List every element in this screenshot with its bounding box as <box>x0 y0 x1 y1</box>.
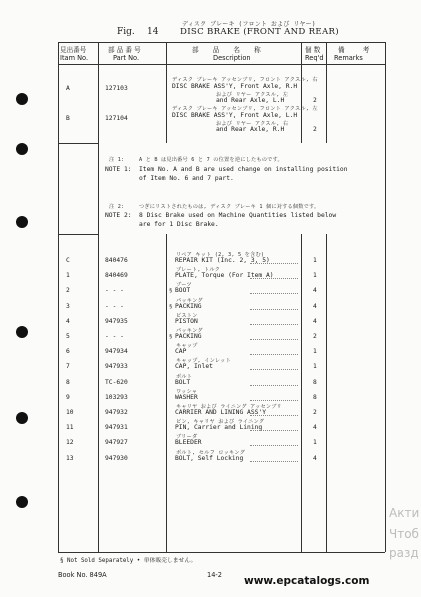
col-req-jp: 個 数 <box>305 46 321 54</box>
table-row-qty: 1 <box>313 363 317 370</box>
col-desc-jp: 部 品 名 称 <box>192 46 267 54</box>
table-row-desc: PACKING <box>175 303 202 310</box>
row-rule <box>58 143 99 144</box>
table-row-qty: 4 <box>313 303 317 310</box>
note-1-jp-label: 注 1: <box>109 157 125 163</box>
table-row-part: 947931 <box>105 424 128 431</box>
not-sold-mark: § <box>169 288 173 294</box>
table-row-desc-jp: プレート, トルク <box>176 267 221 273</box>
table-row-item: 2 <box>66 287 70 294</box>
col-remarks-jp: 備 考 <box>338 46 378 54</box>
table-row-qty: 1 <box>313 257 317 264</box>
leader-dots <box>250 309 298 310</box>
website-link[interactable]: www.epcatalogs.com <box>244 575 370 587</box>
table-row-desc: PISTON <box>175 318 198 325</box>
leader-dots <box>250 278 298 279</box>
leader-dots <box>250 293 298 294</box>
table-row-part: TC-620 <box>105 379 128 386</box>
table-row-qty: 4 <box>313 424 317 431</box>
table-right-rule <box>385 42 386 552</box>
fig-number: 14 <box>147 27 159 37</box>
column-rule <box>98 42 99 552</box>
table-row-desc: REPAIR KIT (Inc. 2, 3, 5) <box>175 257 270 264</box>
table-row-item: 7 <box>66 363 70 370</box>
col-part-jp: 部 品 番 号 <box>108 46 141 54</box>
table-row-qty: 2 <box>313 97 317 104</box>
table-row-desc-jp: および リヤー アクスル, 左 <box>216 92 289 98</box>
table-row-item: A <box>66 85 70 92</box>
table-row-desc-jp: ピストン <box>176 313 198 319</box>
note-1-text: of Item No. 6 and 7 part. <box>139 175 234 182</box>
note-1-label: NOTE 1: <box>105 166 132 173</box>
table-row-item: 11 <box>66 424 74 431</box>
leader-dots <box>250 339 298 340</box>
table-row-part: 127103 <box>105 85 128 92</box>
table-row-desc-jp: ワッシャ <box>176 389 198 395</box>
note-2-jp-label: 注 2: <box>109 204 125 210</box>
leader-dots <box>250 430 298 431</box>
table-row-desc-jp: パッキング <box>176 298 203 304</box>
table-row-desc-jp: パッキング <box>176 328 203 334</box>
table-row-desc: DISC BRAKE ASS'Y, Front Axle, L.H <box>172 112 298 119</box>
col-item: Itam No. <box>60 54 89 62</box>
table-row-qty: 2 <box>313 126 317 133</box>
binder-hole <box>16 412 28 424</box>
table-row-desc-jp: キャリヤ および ライニング アッセンブリ <box>176 404 282 410</box>
table-bottom-rule <box>58 552 385 553</box>
note-1-text: Item No. A and B are used change on installing position <box>139 166 348 173</box>
leader-dots <box>250 369 298 370</box>
table-row-desc: BOLT, Self Locking <box>175 455 244 462</box>
table-row-item: 12 <box>66 439 74 446</box>
table-row-desc: DISC BRAKE ASS'Y, Front Axle, R.H <box>172 83 298 90</box>
table-row-item: 10 <box>66 409 74 416</box>
table-row-part: 103293 <box>105 394 128 401</box>
table-row-desc: BOLT <box>175 379 191 386</box>
table-row-qty: 8 <box>313 379 317 386</box>
table-row-desc-jp: キャップ, インレット <box>176 358 231 364</box>
table-row-qty: 2 <box>313 409 317 416</box>
table-row-desc: and Rear Axle, L.H <box>216 97 285 104</box>
table-row-desc-jp: ボルト <box>176 374 193 380</box>
leader-dots <box>250 354 298 355</box>
binder-hole <box>16 93 28 105</box>
leader-dots <box>250 324 298 325</box>
table-row-desc: CAP, Inlet <box>175 363 213 370</box>
table-row-qty: 2 <box>313 333 317 340</box>
table-row-part: 947927 <box>105 439 128 446</box>
table-row-item: 9 <box>66 394 70 401</box>
book-number: Book No. 849A <box>58 571 107 579</box>
col-part: Part No. <box>113 54 140 62</box>
table-row-item: B <box>66 115 70 122</box>
leader-dots <box>250 263 298 264</box>
table-row-part: 947932 <box>105 409 128 416</box>
table-row-desc-jp: ブーツ <box>176 282 192 288</box>
table-row-item: 1 <box>66 272 70 279</box>
binder-hole <box>16 143 28 155</box>
table-row-qty: 8 <box>313 394 317 401</box>
note-2-text: are for 1 Disc Brake. <box>139 221 219 228</box>
table-row-desc-jp: ブリーダ <box>176 434 198 440</box>
table-header-rule <box>58 64 385 65</box>
table-row-part: - - - <box>105 333 124 340</box>
binder-hole <box>16 326 28 338</box>
note-2-jp-text: つぎにリストされたものは, ディスク ブレーキ 1 個に対する個数です。 <box>139 204 320 210</box>
table-left-rule <box>58 42 59 552</box>
column-rule <box>326 42 327 552</box>
not-sold-mark: § <box>169 304 173 310</box>
leader-dots <box>250 400 298 401</box>
note-1-jp-text: A と B は見出番号 6 と 7 の位置を逆にしたものです。 <box>139 157 283 163</box>
table-row-qty: 1 <box>313 348 317 355</box>
table-row-desc: and Rear Axle, R.H <box>216 126 285 133</box>
col-item-jp: 見出番号 <box>60 46 87 54</box>
leader-dots <box>250 461 298 462</box>
col-remarks: Remarks <box>334 54 363 62</box>
table-row-desc: WASHER <box>175 394 198 401</box>
table-row-desc-jp: ボルト, セルフ ロッキング <box>176 450 245 456</box>
table-row-part: 947930 <box>105 455 128 462</box>
table-row-part: - - - <box>105 303 124 310</box>
binder-hole <box>16 216 28 228</box>
table-row-part: 947935 <box>105 318 128 325</box>
table-row-part: 127104 <box>105 115 128 122</box>
page-title: DISC BRAKE (FRONT AND REAR) <box>180 27 339 37</box>
note-2-text: 8 Disc Brake used on Machine Quantities listed below <box>139 212 337 219</box>
table-row-desc-jp: ディスク ブレーキ アッセンブリ, フロント アクスル, 左 <box>172 106 318 112</box>
watermark-text: разд <box>389 546 419 560</box>
table-row-item: 5 <box>66 333 70 340</box>
table-row-part: 840469 <box>105 272 128 279</box>
table-row-desc: BOOT <box>175 287 191 294</box>
not-sold-mark: § <box>169 334 173 340</box>
note-2-label: NOTE 2: <box>105 212 132 219</box>
table-row-desc: PACKING <box>175 333 202 340</box>
table-row-item: 6 <box>66 348 70 355</box>
page-number: 14-2 <box>207 571 222 579</box>
table-row-desc-jp: キャップ <box>176 343 198 349</box>
table-row-qty: 1 <box>313 439 317 446</box>
table-row-desc-jp: リペア キット (2, 3, 5 を含む) <box>176 252 265 258</box>
table-row-part: - - - <box>105 287 124 294</box>
table-row-desc: BLEEDER <box>175 439 202 446</box>
leader-dots <box>250 415 298 416</box>
table-row-item: 8 <box>66 379 70 386</box>
table-row-desc-jp: ディスク ブレーキ アッセンブリ, フロント アクスル, 右 <box>172 77 318 83</box>
table-row-desc: CARRIER AND LINING ASS'Y <box>175 409 266 416</box>
column-rule <box>301 42 302 552</box>
watermark-text: Чтоб <box>389 527 419 541</box>
table-row-part: 947934 <box>105 348 128 355</box>
table-row-part: 840476 <box>105 257 128 264</box>
col-desc: Description <box>213 54 251 62</box>
title-jp: ディスク ブレーキ (フロント および リヤー) <box>182 21 316 28</box>
table-top-rule <box>58 42 385 43</box>
table-row-part: 947933 <box>105 363 128 370</box>
table-row-desc: CAP <box>175 348 187 355</box>
leader-dots <box>250 445 298 446</box>
table-row-qty: 4 <box>313 455 317 462</box>
table-row-item: C <box>66 257 70 264</box>
table-row-desc-jp: および リヤー アクスル, 右 <box>216 121 289 127</box>
table-row-desc-jp: ピン, キャリヤ および ライニング <box>176 419 265 425</box>
column-rule <box>166 42 167 552</box>
table-row-qty: 4 <box>313 287 317 294</box>
table-row-desc: PLATE, Torque (For Item A) <box>175 272 274 279</box>
row-rule <box>58 234 99 235</box>
footnote: § Not Sold Separately • 単体販売しません。 <box>60 558 197 564</box>
table-row-item: 13 <box>66 455 74 462</box>
binder-hole <box>16 496 28 508</box>
table-row-desc: PIN, Carrier and Lining <box>175 424 263 431</box>
col-req: Req'd <box>305 54 324 62</box>
table-row-item: 4 <box>66 318 70 325</box>
watermark-text: Акти <box>389 506 420 520</box>
leader-dots <box>250 385 298 386</box>
table-row-qty: 4 <box>313 318 317 325</box>
table-row-qty: 1 <box>313 272 317 279</box>
fig-label: Fig. <box>117 27 135 37</box>
table-row-item: 3 <box>66 303 70 310</box>
